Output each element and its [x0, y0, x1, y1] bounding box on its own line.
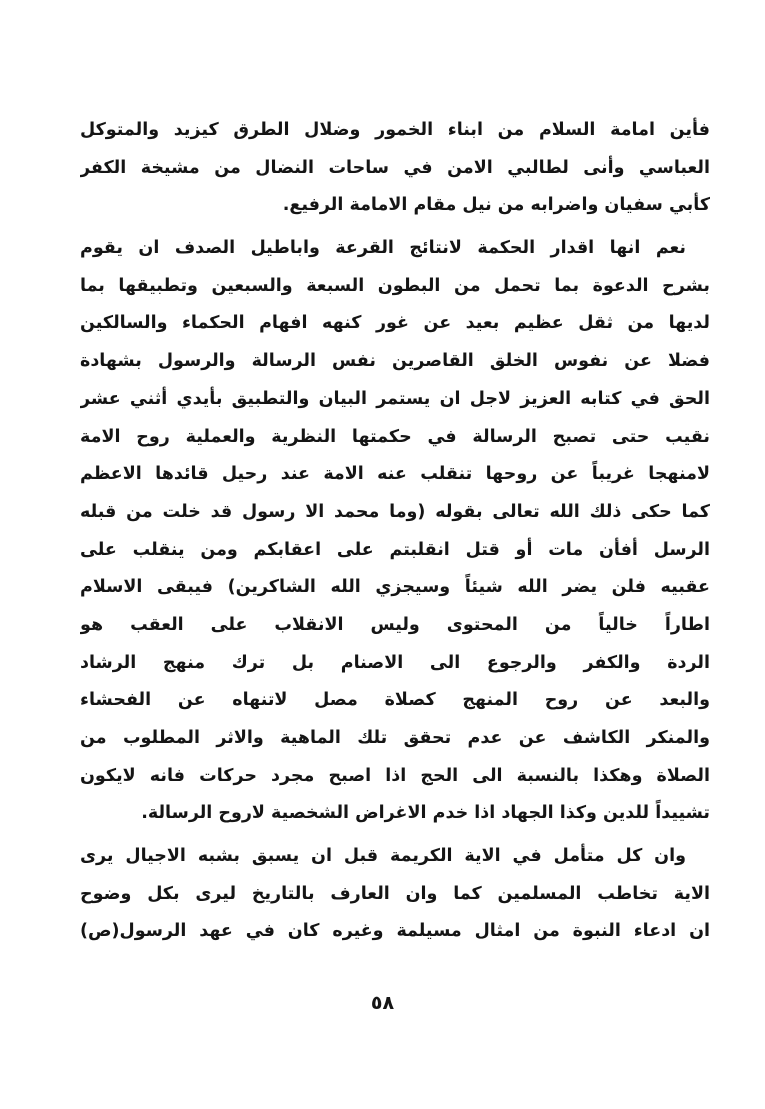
text-line-4: نعم انها اقدار الحكمة لانتائج القرعة واباطيل الصدف ان يقوم	[80, 238, 686, 259]
text-line-22: ان ادعاء النبوة من امثال مسيلمة وغيره كان في عهد الرسول(ص)	[80, 921, 710, 942]
text-line-7: فضلا عن نفوس الخلق القاصرين نفس الرسالة والرسول بشهادة	[80, 351, 710, 372]
text-line-3: كأبي سفيان واضرابه من نيل مقام الامامة الرفيع.	[282, 195, 710, 216]
text-line-15: الردة والكفر والرجوع الى الاصنام بل ترك منهج الرشاد	[80, 652, 710, 673]
text-line-12: الرسل أفأن مات أو قتل انقلبتم على اعقابكم ومن ينقلب على	[80, 539, 710, 560]
text-line-20: وان كل متأمل في الاية الكريمة قبل ان يسبق بشبه الاجيال يرى	[80, 846, 686, 867]
text-line-16: والبعد عن روح المنهج كصلاة مصل لاتنهاه عن الفحشاء	[80, 690, 710, 711]
text-line-5: بشرح الدعوة بما تحمل من البطون السبعة والسبعين وتطبيقها بما	[80, 275, 710, 296]
text-line-19: تشييداً للدين وكذا الجهاد اذا خدم الاغراض الشخصية لاروح الرسالة.	[141, 803, 710, 824]
text-line-1: فأين امامة السلام من ابناء الخمور وضلال الطرق كيزيد والمتوكل	[80, 120, 710, 140]
page-number: ٥٨	[370, 992, 395, 1014]
text-line-8: الحق في كتابه العزيز لاجل ان يستمر البيان والتطبيق بأيدي أثني عشر	[80, 388, 710, 409]
text-line-9: نقيب حتى تصبح الرسالة في حكمتها النظرية والعملية روح الامة	[80, 426, 710, 447]
text-line-18: الصلاة وهكذا بالنسبة الى الحج اذا اصبح مجرد حركات فانه لايكون	[80, 765, 710, 786]
text-line-21: الاية تخاطب المسلمين كما وان العارف بالتاريخ ليرى بكل وضوح	[80, 883, 710, 904]
text-line-13: عقبيه فلن يضر الله شيئاً وسيجزي الله الشاكرين) فيبقى الاسلام	[80, 577, 710, 598]
text-line-17: والمنكر الكاشف عن عدم تحقق تلك الماهية والاثر المطلوب من	[80, 728, 710, 748]
text-line-2: العباسي وأنى لطالبي الامن في ساحات النضال من مشيخة الكفر	[80, 157, 710, 178]
text-line-14: اطاراً خالياً من المحتوى وليس الانقلاب على العقب هو	[80, 614, 710, 635]
text-line-11: كما حكى ذلك الله تعالى بقوله (وما محمد الا رسول قد خلت من قبله	[80, 501, 710, 522]
text-line-6: لديها من ثقل عظيم بعيد عن غور كنهه افهام الحكماء والسالكين	[80, 313, 710, 334]
body-text	[80, 112, 710, 951]
text-line-10: لامنهجا غريباً عن روحها تنقلب عنه الامة عند رحيل قائدها الاعظم	[80, 464, 710, 485]
